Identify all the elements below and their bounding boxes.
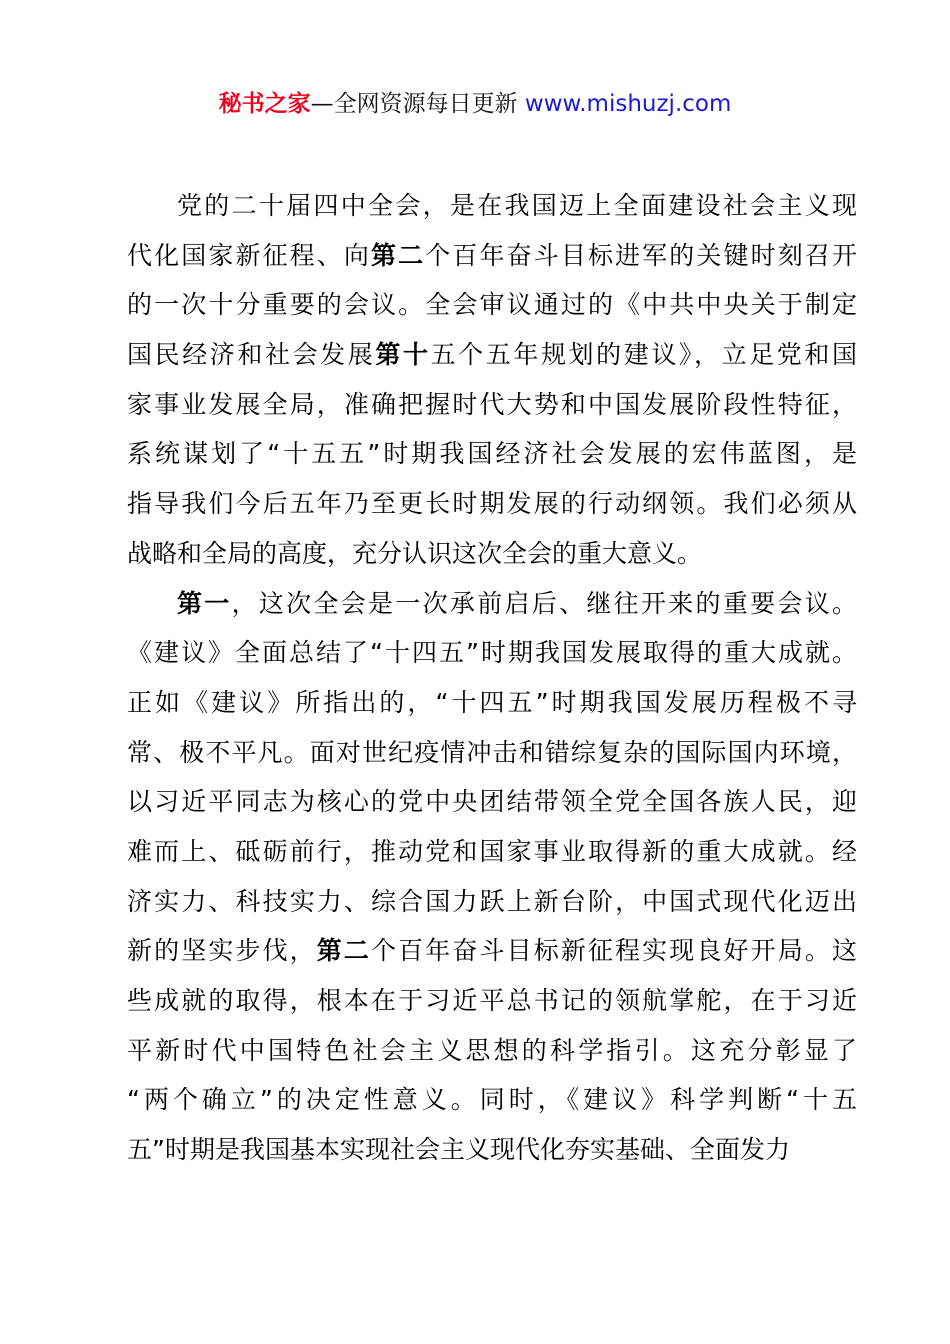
paragraph-line (127, 827, 857, 877)
text-run: 家事业发展全局，准确把握时代大势和中国发展阶段性特征， (127, 389, 857, 419)
bold-text-run: 第一 (177, 588, 232, 618)
text-run: 个百年奋斗目标新征程实现良好开局。这 (371, 936, 857, 966)
paragraph-line (127, 429, 857, 479)
text-run: 平新时代中国特色社会主义思想的科学指引。这充分彰显了 (127, 1035, 857, 1065)
paragraph-line (127, 628, 857, 678)
paragraph-line (127, 479, 857, 529)
text-run: 党的二十届四中全会，是在我国迈上全面建设社会主义现 (177, 191, 857, 220)
paragraph-line (127, 877, 857, 927)
text-run: 五”时期是我国基本实现社会主义现代化夯实基础、全面发力 (127, 1135, 790, 1165)
paragraph-line (127, 529, 857, 579)
text-run: 代化国家新征程、向 (127, 240, 372, 270)
document-body (127, 181, 857, 1175)
paragraph-line (127, 678, 857, 728)
text-run: 的一次十分重要的会议。全会审议通过的《中共中央关于制定 (127, 290, 857, 320)
bold-text-run: 第二 (371, 240, 426, 270)
paragraph-line (127, 330, 857, 380)
text-run: 指导我们今后五年乃至更长时期发展的行动纲领。我们必须从 (127, 489, 857, 519)
text-run: 难而上、砥砺前行，推动党和国家事业取得新的重大成就。经 (127, 836, 857, 866)
text-run: 系统谋划了“十五五”时期我国经济社会发展的宏伟蓝图，是 (127, 439, 857, 469)
page-header (0, 86, 950, 122)
paragraph-line (127, 1075, 857, 1125)
text-run: 正如《建议》所指出的，“十四五”时期我国发展历程极不寻 (127, 687, 857, 717)
text-run: 以习近平同志为核心的党中央团结带领全党全国各族人民，迎 (127, 787, 857, 817)
text-run: 国民经济和社会发展 (127, 340, 376, 370)
bold-text-run: 第二 (316, 936, 372, 966)
text-run: 些成就的取得，根本在于习近平总书记的领航掌舵，在于习近 (127, 986, 857, 1015)
paragraph-line (127, 181, 857, 231)
paragraph-line (127, 1026, 857, 1076)
header-tagline: —全网资源每日更新 (310, 91, 525, 117)
paragraph-line (127, 976, 857, 1026)
paragraph-line (127, 728, 857, 778)
text-run: 《建议》全面总结了“十四五”时期我国发展取得的重大成就。 (127, 638, 857, 668)
text-run: 济实力、科技实力、综合国力跃上新台阶，中国式现代化迈出 (127, 886, 857, 916)
paragraph-line (127, 231, 857, 281)
paragraph-line (127, 280, 857, 330)
text-run: 个百年奋斗目标进军的关键时刻召开 (425, 240, 857, 270)
bold-text-run: 第十 (375, 340, 431, 370)
paragraph-line (127, 926, 857, 976)
text-run: “两个确立”的决定性意义。同时，《建议》科学判断“十五 (127, 1085, 857, 1115)
paragraph-line (127, 1125, 857, 1175)
paragraph-line (127, 380, 857, 430)
text-run: 五个五年规划的建议》，立足党和国 (430, 340, 857, 370)
text-run: 战略和全局的高度，充分认识这次全会的重大意义。 (127, 538, 703, 568)
text-run: ，这次全会是一次承前启后、继往开来的重要会议。 (231, 588, 857, 618)
text-run: 常、极不平凡。面对世纪疫情冲击和错综复杂的国际国内环境， (127, 737, 857, 767)
site-url-link[interactable]: www.mishuzj.com (524, 91, 732, 117)
paragraph-line (127, 579, 857, 629)
brand-name: 秘书之家 (218, 91, 311, 117)
text-run: 新的坚实步伐， (127, 936, 317, 966)
paragraph-line (127, 777, 857, 827)
